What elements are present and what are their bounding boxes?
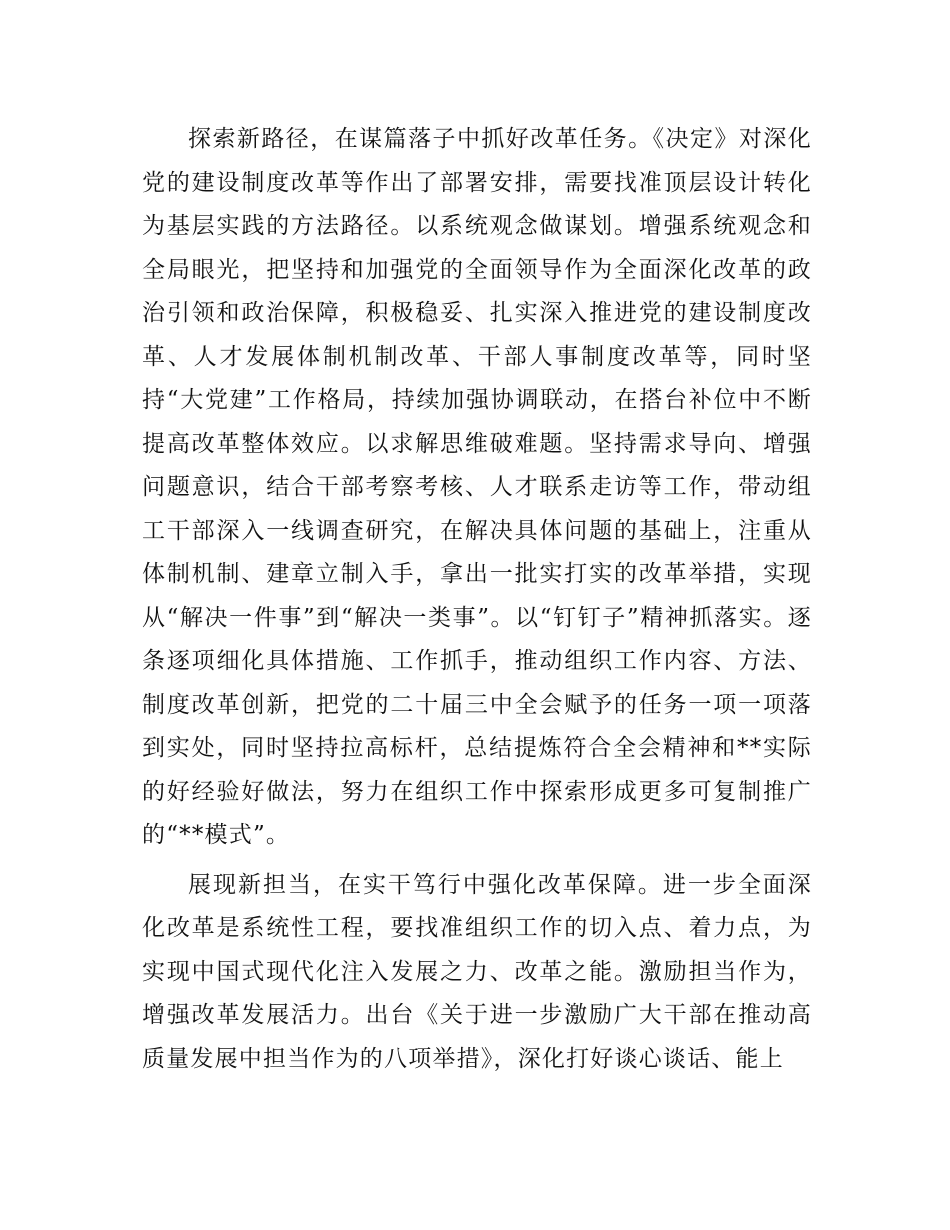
paragraph-2: 展现新担当，在实干笃行中强化改革保障。进一步全面深化改革是系统性工程，要找准组织工作的切入点、着力点，为实现中国式现代化注入发展之力、改革之能。激励担当作为，增强改革发展活力。出台《关于进一步激励广大干部在推动高质量发展中担当作为的八项举措》，深化打好谈心谈话、能上 xyxy=(142,871,812,1072)
paragraph-1: 探索新路径，在谋篇落子中抓好改革任务。《决定》对深化党的建设制度改革等作出了部署安排，需要找准顶层设计转化为基层实践的方法路径。以系统观念做谋划。增强系统观念和全局眼光，把坚持和加强党的全面领导作为全面深化改革的政治引领和政治保障，积极稳妥、扎实深入推进党的建设制度改革、人才发展体制机制改革、干部人事制度改革等，同时坚持“大党建”工作格局，持续加强协调联动，在搭台补位中不断提高改革整体效应。以求解思维破难题。坚持需求导向、增强问题意识，结合干部考察考核、人才联系走访等工作，带动组工干部深入一线调查研究，在解决具体问题的基础上，注重从体制机制、建章立制入手，拿出一批实打实的改革举措，实现从“解决一件事”到“解决一类事”。以“钉钉子”精神抓落实。逐条逐项细化具体措施、工作抓手，推动组织工作内容、方法、制度改革创新，把党的二十届三中全会赋予的任务一项一项落到实处，同时坚持拉高标杆，总结提炼符合全会精神和**实际的好经验好做法，努力在组织工作中探索形成更多可复制推广的“**模式”。 xyxy=(142,126,812,848)
document-body xyxy=(142,118,812,1081)
